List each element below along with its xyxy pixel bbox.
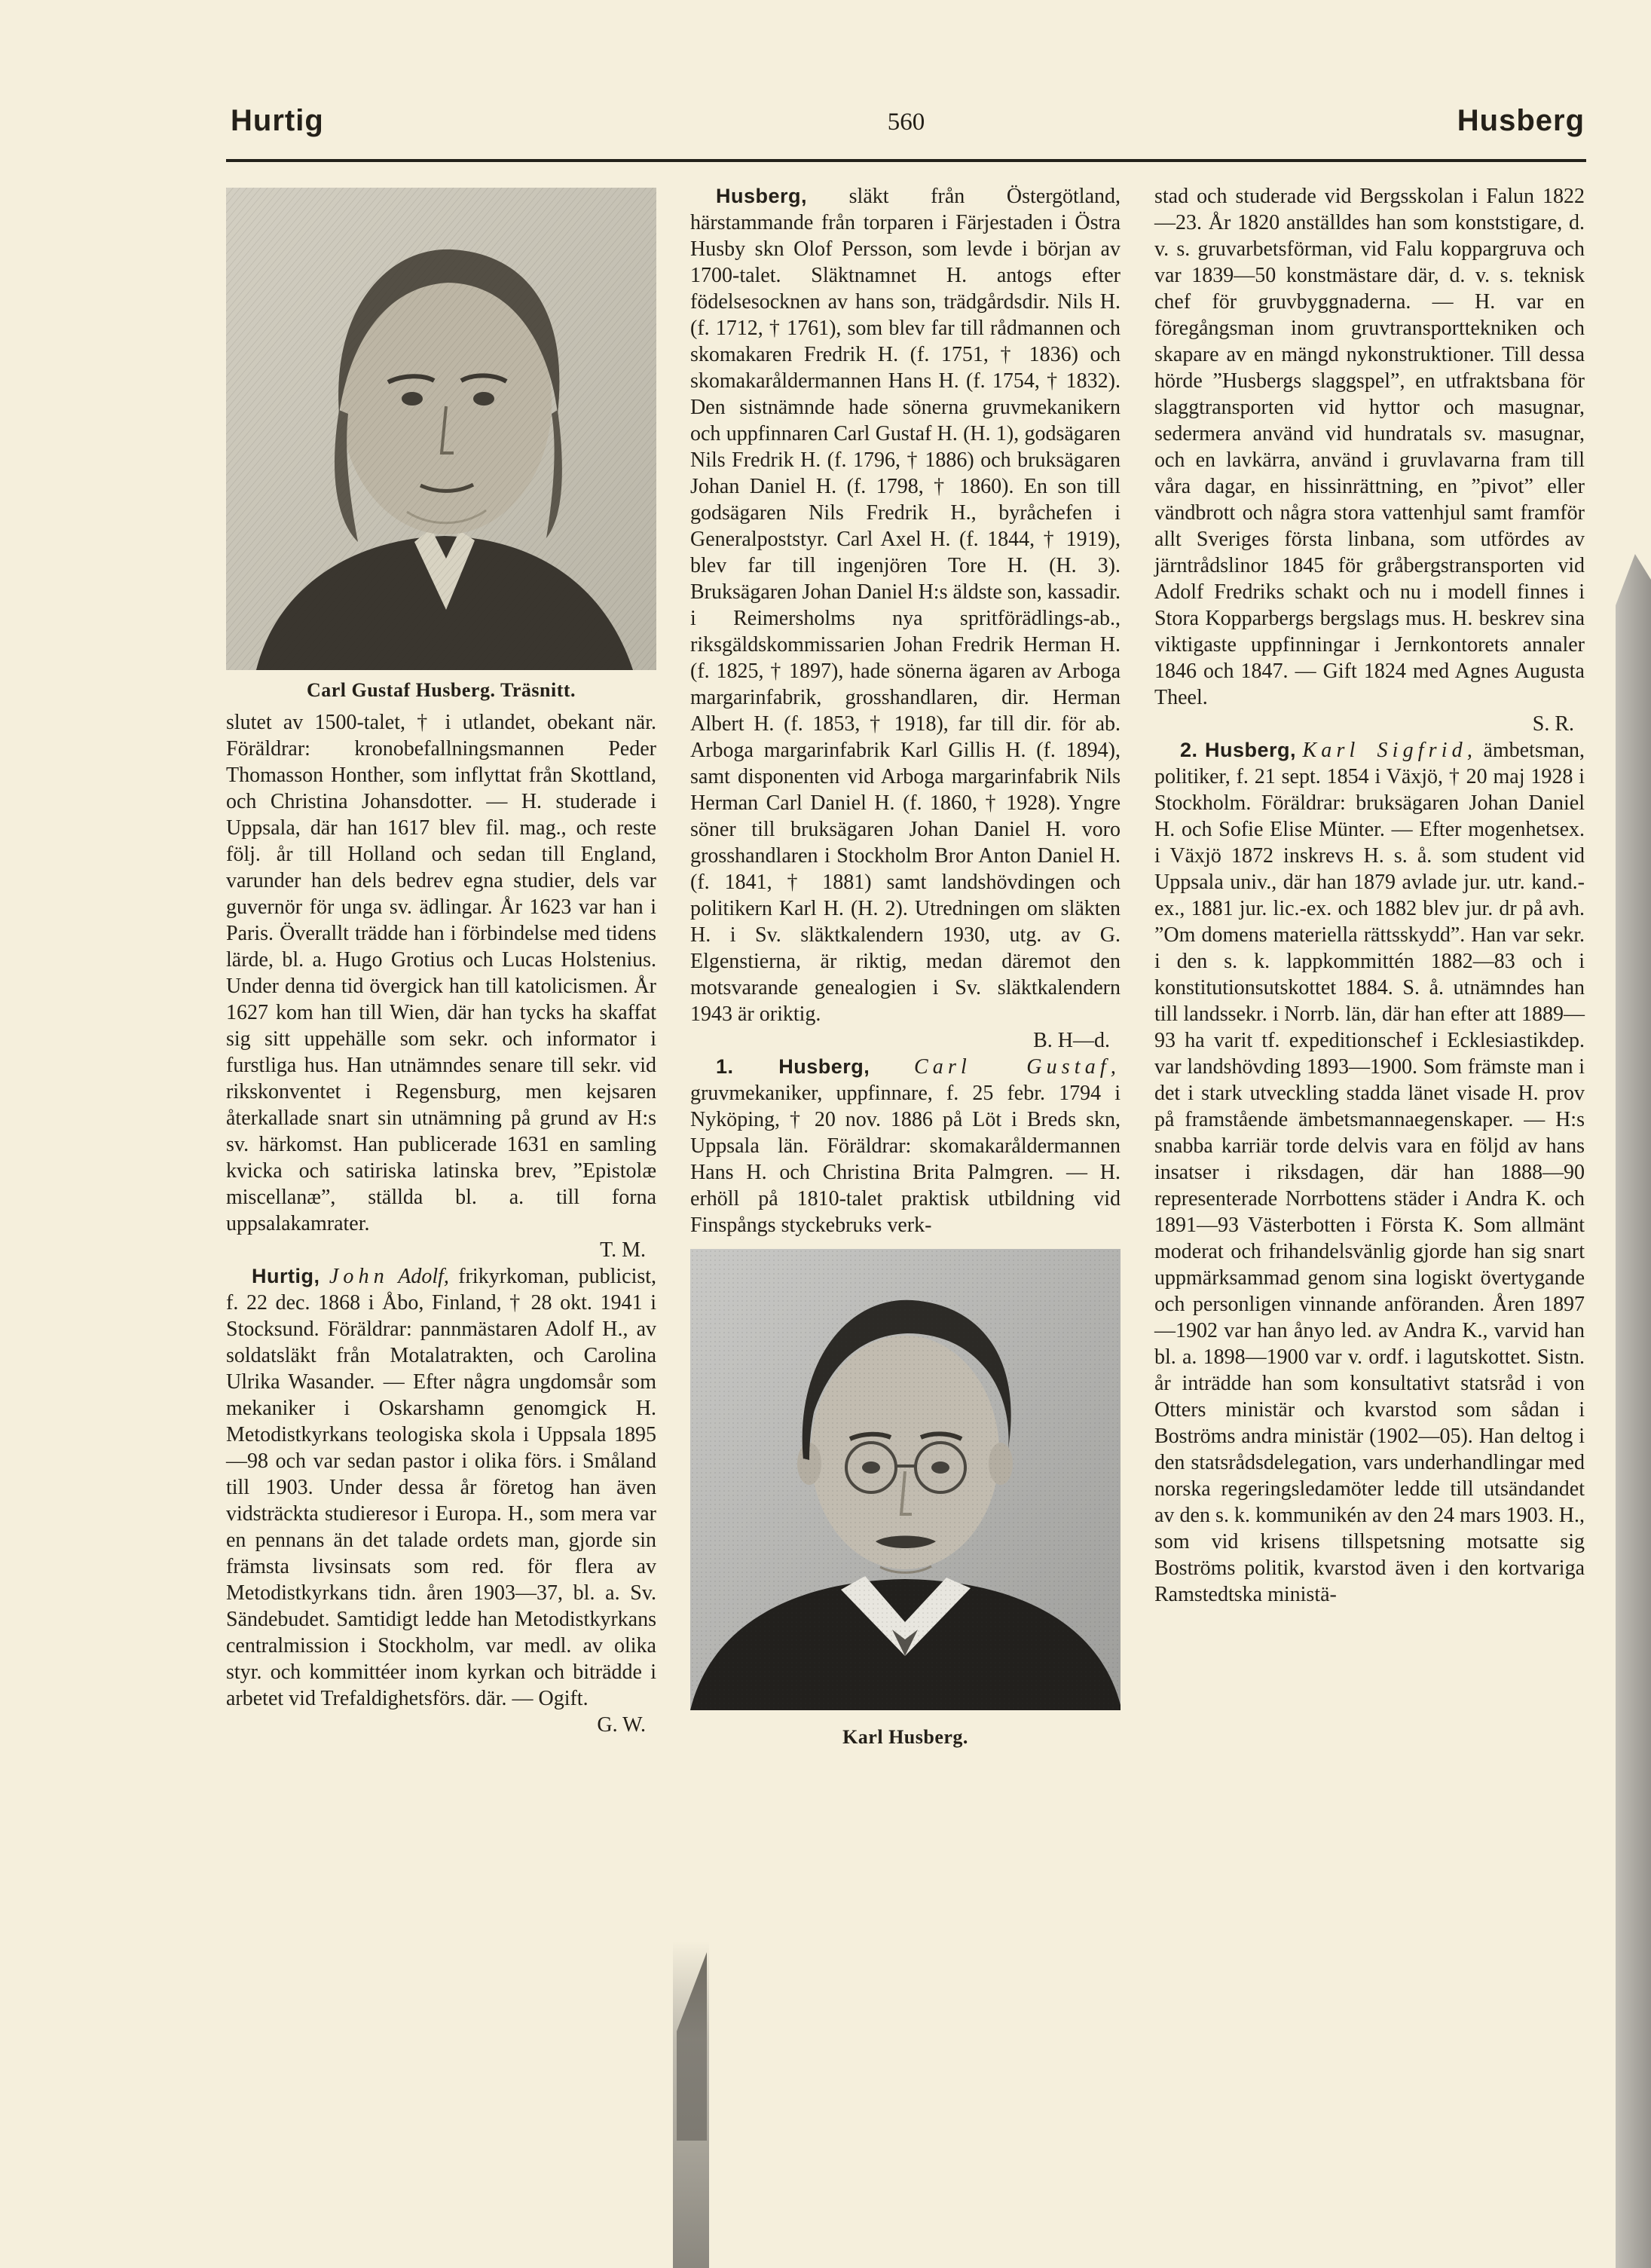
- continuation-paragraph: stad och studerade vid Bergsskolan i Falun 1822—23. År 1820 anställdes han som konststigare, d. v. s. gruvarbetsförman, vid Falu koppargruva och var 1839—50 konstmästare där, d. v. s. teknisk chef för gruvbyggnaderna. — H. var en föregångsman inom gruvtransporttekniken och skapare av en mängd nykonstruktioner. Till dessa hörde ”Husbergs slaggspel”, en utfraktsbana för slaggtransporten vid hyttor och masugnar, sedermera använd vid hundratals sv. masugnar, och en lavkärra, använd i gruvlavarna fram till våra dagar, en hissinrättning, en ”pivot” eller vändbrott och några stora vattenhjul samt framför allt Sveriges första linbana, som utfördes av järntrådslinor 1845 för gråbergstransporten vid Adolf Fredriks schakt och nu i modell finnes i Stora Kopparbergs bergslags mus. H. beskrev sina viktigaste uppfinningar i Jernkontorets annaler 1846 och 1847. — Gift 1824 med Agnes Augusta Theel.: [1154, 185, 1585, 709]
- photo-figure: [690, 1249, 1121, 1749]
- header-rule: [226, 159, 1586, 162]
- entry-given-name: Karl Sigfrid,: [1302, 739, 1477, 762]
- entry-body: frikyrkoman, publicist, f. 22 dec. 1868 i Åbo, Finland, † 28 okt. 1941 i Stocksund. Föräldrar: pannmästaren Adolf H., av soldatsläkt från Motalatrakten, och Carolina Ulrika Wasander. — Efter några ungdomsår som mekaniker i Oskarshamn genomgick H. Metodistkyrkans teologiska skola i Uppsala 1895—98 och var sedan pastor i olika förs. i Småland till 1903. Under dessa år företog han även vidsträckta studieresor i Europa. H., som mera var en pennans än det talade ordets man, gjorde sin främsta livsinsats som red. för flera av Metodistkyrkans tidn. åren 1903—37, bl. a. Sv. Sändebudet. Samtidigt ledde han Metodistkyrkans centralmission i Stockholm, var medl. av olika styr. och kommittéer inom kyrkan och biträdde i arbetet vid Trefaldighetsförs. där. — Ogift.: [226, 1265, 657, 1710]
- column-middle: [690, 183, 1121, 1749]
- entry-husberg-karl-sigfrid: [1154, 737, 1585, 1608]
- entry-headword: Hurtig,: [252, 1265, 320, 1287]
- column-left: [226, 183, 656, 1749]
- gutter-shadow: [673, 1941, 709, 2268]
- article-signature: B. H—d.: [1033, 1029, 1110, 1052]
- woodcut-portrait-image: [226, 188, 656, 670]
- entry-headword: Husberg,: [716, 185, 808, 207]
- entry-given-name: Carl Gustaf,: [913, 1055, 1121, 1079]
- entry-body: ämbetsman, politiker, f. 21 sept. 1854 i Växjö, † 20 maj 1928 i Stockholm. Föräldrar: bruksägaren Johan Daniel H. och Sofie Elise Münter. — Efter mogenhetsex. i Växjö 1872 inskrevs H. s. å. som student vid Uppsala univ., där han 1879 avlade jur. utr. kand.-ex., 1881 jur. lic.-ex. och 1882 blev jur. dr på avh. ”Om domens materiella rättsskydd”. Han var sekr. i den s. k. lappkommittén 1882—83 och i konstitutionsutskottet 1884. S. å. utnämndes han till landssekr. i Norrb. län, där han efter att 1889—93 ha varit tf. expeditionschef i Ecklesiastikdep. var landshövding 1893—1900. Som främste man i det i stark utveckling stadda länet visade H. prov på framstående ämbetsmannaegenskaper. — H:s snabba karriär torde delvis vara en följd av hans insatser i riksdagen, där han 1888—90 representerade Norrbottens städer i Andra K. och 1891—93 Västerbotten i Första K. Som allmänt moderat och frihandelsvänlig gjorde han sig snart uppmärksammad genom sina logiskt övertygande och personligen vinnande anföranden. Åren 1897—1902 var han ånyo led. av Andra K., varvid han bl. a. 1898—1900 var v. ordf. i lagutskottet. Sistn. år inträdde han som konsultativt statsråd i von Otters ministär och kvarstod som sådan i Boströms andra ministär (1902—05). Han deltog i den statsrådsdelegation, vars underhandlingar med norska regeringsledamöter ledde till utsändandet av den s. k. kommunikén av den 24 mars 1903. H., som vid krisens tillspetsning motsatte sig Boströms politik, kvarstod även i den kortvariga Ramstedtska ministä-: [1154, 739, 1585, 1606]
- portrait-caption: Carl Gustaf Husberg. Träsnitt.: [306, 679, 576, 701]
- text-columns: [226, 183, 1586, 1749]
- entry-husberg-family: [690, 183, 1121, 1027]
- article-signature: T. M.: [600, 1238, 646, 1262]
- entry-given-name: John: [329, 1265, 389, 1288]
- page-number: 560: [887, 109, 925, 136]
- continuation-paragraph: slutet av 1500-talet, † i utlandet, obekant när. Föräldrar: kronobefallningsmannen Peder Thomasson Honther, som inflyttat från Skottland, och Christina Johansdotter. — H. studerade i Uppsala, där han 1617 blev fil. mag., och reste följ. år till Holland och sedan till England, varunder han dels bedrev egna studier, dels var guvernör för unga sv. ädlingar. År 1623 var han i Paris. Överallt trädde han i förbindelse med tidens lärde, bl. a. Hugo Grotius och Lucas Holstenius. Under denna tid övergick han till katolicismen. År 1627 kom han till Wien, där han tycks ha skaffat sig sitt uppehälle som sekr. och informator i furstliga hus. Han utnämndes senare till sekr. vid rikskonventet i Regensburg, men kejsaren återkallade snart sin utnämning på grund av H:s sv. härkomst. Han publicerade 1631 en samling kvicka och satiriska latinska brev, ”Epistolæ miscellanæ”, ställda bl. a. till forna uppsalakamrater.: [226, 711, 656, 1235]
- entry-headword: 1. Husberg,: [716, 1055, 870, 1078]
- entry-hurtig: [226, 1263, 656, 1712]
- photo-caption: Karl Husberg.: [842, 1726, 968, 1748]
- entry-given-name-rest: Adolf,: [398, 1265, 449, 1288]
- photo-portrait-image: [690, 1249, 1121, 1710]
- entry-husberg-carl-gustaf: [690, 1054, 1121, 1238]
- article-signature: S. R.: [1532, 712, 1574, 736]
- entry-headword: 2. Husberg,: [1180, 739, 1296, 761]
- article-signature: G. W.: [597, 1713, 646, 1737]
- running-head-left: Hurtig: [231, 104, 324, 137]
- scan-edge-artifact: [1616, 554, 1651, 2268]
- entry-body: gruvmekaniker, uppfinnare, f. 25 febr. 1794 i Nyköping, † 20 nov. 1886 på Löt i Breds skn, Uppsala län. Föräldrar: skomakaråldermannen Hans H. och Christina Brita Palmgren. — H. erhöll på 1810-talet praktisk utbildning vid Finspångs styckebruks verk-: [690, 1082, 1121, 1237]
- entry-body: släkt från Östergötland, härstammande från torparen i Färjestaden i Östra Husby skn Olof Persson, som levde i början av 1700-talet. Släktnamnet H. antogs efter födelsesocknen av hans son, trädgårdsdir. Nils H. (f. 1712, † 1761), som blev far till rådmannen och skomakaren Fredrik H. (f. 1751, † 1836) och skomakaråldermannen Hans H. (f. 1754, † 1832). Den sistnämnde hade sönerna gruvmekanikern och uppfinnaren Carl Gustaf H. (H. 1), godsägaren Nils Fredrik H. (f. 1796, † 1886) och bruksägaren Johan Daniel H. (f. 1798, † 1860). En son till godsägaren Nils Fredrik H., byråchefen i Generalpoststyr. Carl Axel H. (f. 1844, † 1919), blev far till ingenjören Tore H. (H. 3). Bruksägaren Johan Daniel H:s äldste son, kassadir. i Reimersholms nya spritförädlings-ab., riksgäldskommissarien Johan Fredrik Herman H. (f. 1825, † 1897), hade sönerna ägaren av Arboga margarinfabrik, grosshandlaren, dir. Herman Albert H. (f. 1853, † 1918), far till dir. för ab. Arboga margarinfabrik Karl Gillis H. (f. 1894), samt disponenten vid Arboga margarinfabrik Nils Herman Carl Daniel H. (f. 1860, † 1928). Yngre söner till bruksägaren Johan Daniel H. voro grosshandlaren i Stockholm Bror Anton Daniel H. (f. 1841, † 1881) samt landshövdingen och politikern Karl H. (H. 2). Utredningen om släkten H. i Sv. släktkalendern 1930, utg. av G. Elgenstierna, är riktig, medan däremot den motsvarande genealogien i Sv. släktkalendern 1943 är oriktig.: [690, 185, 1121, 1026]
- column-right: [1154, 183, 1585, 1749]
- portrait-figure: [226, 188, 656, 702]
- running-head-right: Husberg: [1457, 104, 1585, 137]
